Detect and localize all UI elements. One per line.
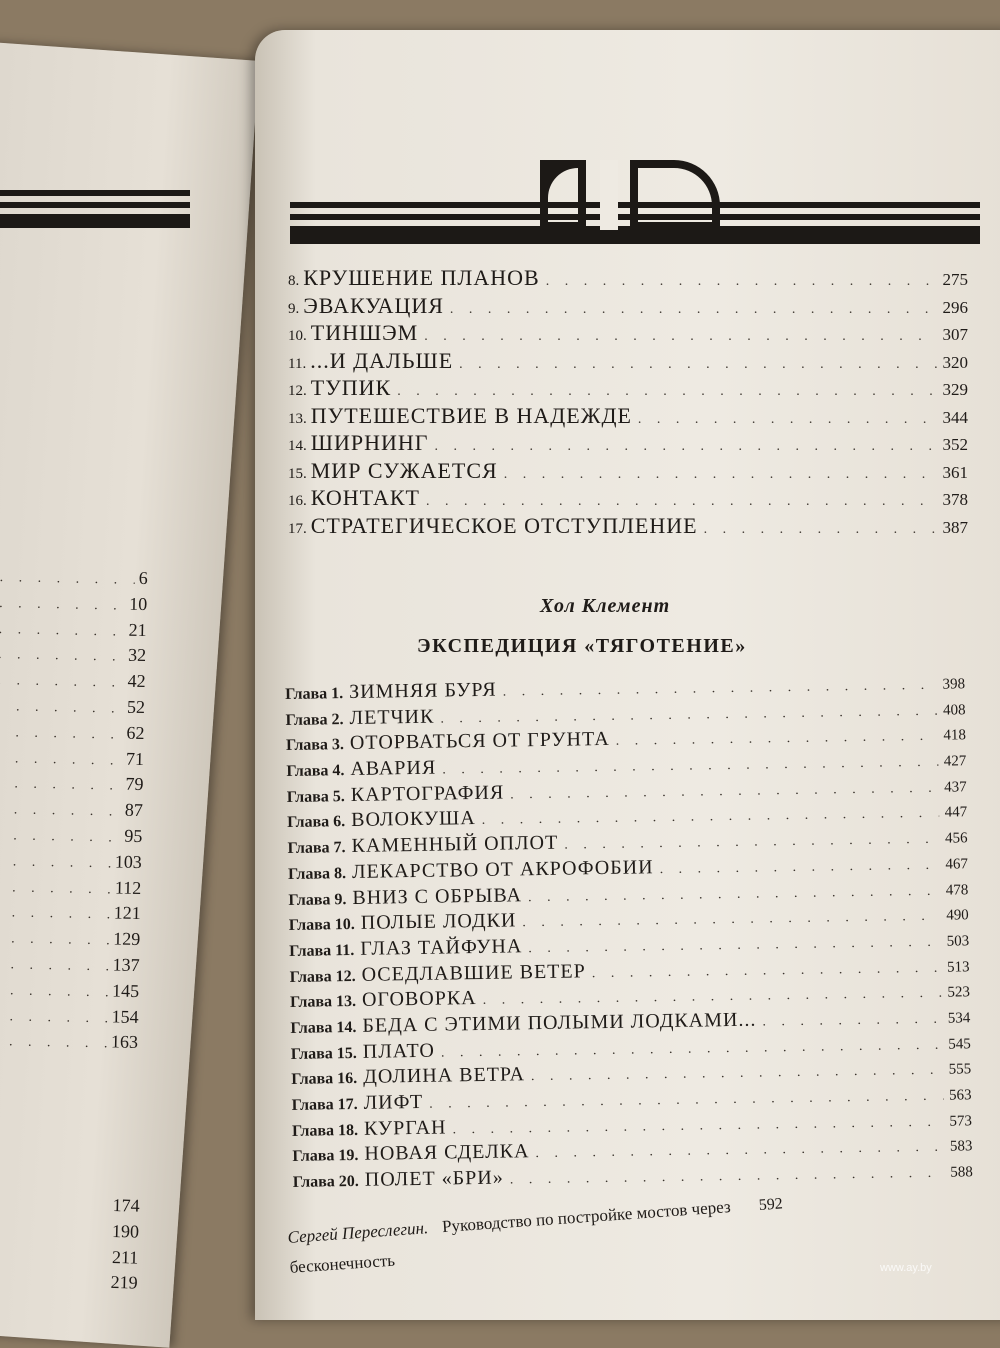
chapter-entry: Глава 16. ДОЛИНА ВЕТРА . . . 555 [291, 1057, 971, 1093]
decorative-banner [290, 140, 980, 250]
footer-author: Сергей Переслегин. [287, 1218, 429, 1247]
chapter-entry: Глава 1. ЗИМНЯЯ БУРЯ . . . 398 [285, 671, 965, 707]
toc-entry: 17. СТРАТЕГИЧЕСКОЕ ОТСТУПЛЕНИЕ . . . 387 [288, 513, 968, 541]
left-page-number: . . . 52 [0, 694, 145, 723]
left-page-number: . . . 32 [0, 642, 146, 671]
toc-part-1 [288, 265, 968, 540]
toc-entry: 14. ШИРНИНГ . . . 352 [288, 430, 968, 458]
chapter-entry: Глава 5. КАРТОГРАФИЯ . . . 437 [287, 774, 967, 810]
left-page-number: . . . 103 [0, 849, 142, 878]
left-page-number: . . . 137 [0, 952, 140, 981]
left-page-numbers [0, 565, 148, 1058]
left-page-number: . . . 6 [0, 565, 148, 594]
chapter-entry: Глава 15. ПЛАТО . . . 545 [291, 1031, 971, 1067]
left-page-number: 219 [110, 1272, 138, 1294]
chapter-entry: Глава 8. ЛЕКАРСТВО ОТ АКРОФОБИИ . . . 467 [288, 851, 968, 887]
left-page-number: . . . 87 [0, 797, 143, 826]
left-page-number: . . . 121 [0, 900, 141, 929]
chapter-entry: Глава 20. ПОЛЕТ «БРИ» . . . 588 [293, 1159, 973, 1195]
chapter-entry: Глава 17. ЛИФТ . . . 563 [291, 1082, 971, 1118]
footer-page: 592 [758, 1195, 784, 1215]
chapter-entry: Глава 2. ЛЕТЧИК . . . 408 [285, 697, 965, 733]
left-page-number: . . . 163 [0, 1029, 138, 1058]
chapter-entry: Глава 14. БЕДА С ЭТИМИ ПОЛЫМИ ЛОДКАМИ... . . . 534 [290, 1005, 970, 1041]
chapter-entry: Глава 4. АВАРИЯ . . . 427 [286, 748, 966, 784]
toc-entry: 16. КОНТАКТ . . . 378 [288, 485, 968, 513]
author-name: Хол Клемент [540, 595, 671, 617]
left-page-number: 190 [111, 1220, 140, 1242]
toc-part-2 [285, 671, 973, 1195]
chapter-entry: Глава 13. ОГОВОРКА . . . 523 [290, 980, 970, 1016]
chapter-entry: Глава 11. ГЛАЗ ТАЙФУНА . . . 503 [289, 928, 969, 964]
chapter-entry: Глава 18. КУРГАН . . . 573 [292, 1108, 972, 1144]
chapter-entry: Глава 19. НОВАЯ СДЕЛКА . . . 583 [292, 1134, 972, 1170]
left-page-number: 211 [111, 1246, 139, 1268]
toc-entry: 13. ПУТЕШЕСТВИЕ В НАДЕЖДЕ . . . 344 [288, 403, 968, 431]
left-page-banner [0, 190, 190, 234]
left-page-number: . . . 42 [0, 668, 146, 697]
footer-title: Руководство по постройке мостов через [441, 1197, 732, 1237]
toc-entry: 15. МИР СУЖАЕТСЯ . . . 361 [288, 458, 968, 486]
footer-title-line2: бесконечность [289, 1250, 396, 1277]
left-page-number: . . . 10 [0, 591, 147, 620]
chapter-entry: Глава 3. ОТОРВАТЬСЯ ОТ ГРУНТА . . . 418 [286, 723, 966, 759]
toc-entry: 8. КРУШЕНИЕ ПЛАНОВ . . . 275 [288, 265, 968, 293]
left-page-number: . . . 129 [0, 926, 140, 955]
left-page-number: . . . 62 [0, 720, 145, 749]
toc-entry: 10. ТИНШЭМ . . . 307 [288, 320, 968, 348]
left-page-number: . . . 154 [0, 1003, 139, 1032]
chapter-entry: Глава 7. КАМЕННЫЙ ОПЛОТ . . . 456 [287, 825, 967, 861]
chapter-entry: Глава 12. ОСЕДЛАВШИЕ ВЕТЕР . . . 513 [289, 954, 969, 990]
toc-entry: 11. ...И ДАЛЬШЕ . . . 320 [288, 348, 968, 376]
chapter-entry: Глава 9. ВНИЗ С ОБРЫВА . . . 478 [288, 877, 968, 913]
left-page-number: . . . 145 [0, 978, 139, 1007]
left-page-numbers-lower [0, 1192, 140, 1299]
chapter-entry: Глава 6. ВОЛОКУША . . . 447 [287, 800, 967, 836]
left-page-number: . . . 112 [0, 874, 141, 903]
watermark: www.ay.by [880, 1262, 932, 1274]
chapter-entry: Глава 10. ПОЛЫЕ ЛОДКИ . . . 490 [289, 902, 969, 938]
left-page-number: . . . 95 [0, 823, 143, 852]
book-title: ЭКСПЕДИЦИЯ «ТЯГОТЕНИЕ» [417, 635, 747, 657]
toc-entry: 12. ТУПИК . . . 329 [288, 375, 968, 403]
left-page-number: 174 [112, 1194, 140, 1216]
left-page-number: . . . 79 [0, 771, 144, 800]
toc-entry: 9. ЭВАКУАЦИЯ . . . 296 [288, 293, 968, 321]
left-page-number: . . . 71 [0, 746, 144, 775]
left-page-number: . . . 21 [0, 617, 147, 646]
